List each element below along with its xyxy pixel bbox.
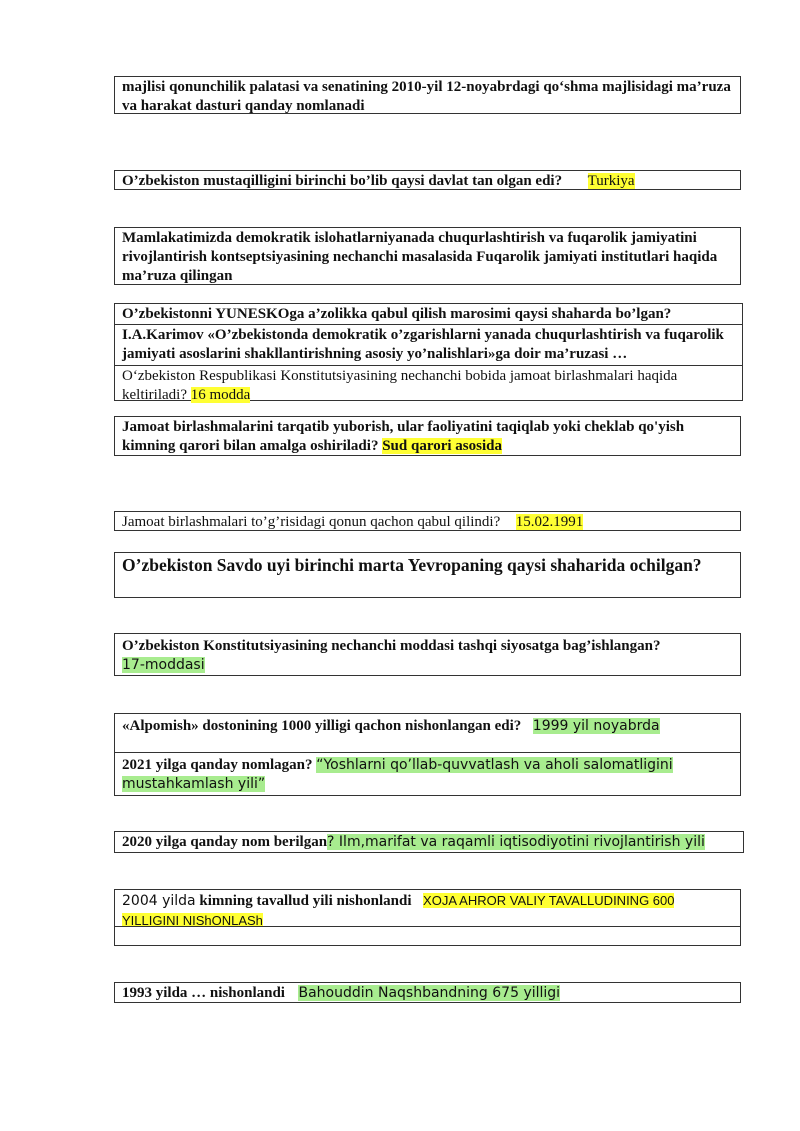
- question-row-3: [115, 365, 742, 406]
- question-box-6: [114, 511, 741, 531]
- question-group-4: [114, 303, 743, 401]
- answer-highlight: 17-moddasi: [122, 657, 205, 673]
- question-box-2: [114, 170, 741, 190]
- question-text: kimning tavallud yili nishonlandi: [199, 893, 412, 909]
- question-text: 1993 yilda … nishonlandi: [122, 985, 285, 1001]
- question-text: O’zbekiston Savdo uyi birinchi marta Yevropaning qaysi shaharida ochilgan?: [122, 555, 702, 575]
- question-box-5: [114, 416, 741, 456]
- question-box-8: [114, 633, 741, 676]
- question-row-2: [115, 752, 740, 795]
- question-box-11: [114, 889, 741, 946]
- question-text: Jamoat birlashmalari to’g’risidagi qonun qachon qabul qilindi?: [122, 514, 501, 530]
- question-text: «Alpomish» dostonining 1000 yilligi qachon nishonlangan edi?: [122, 718, 522, 734]
- question-text: O’zbekiston mustaqilligini birinchi bo’lib qaysi davlat tan olgan edi?: [122, 173, 563, 189]
- question-text: Mamlakatimizda demokratik islohatlarniyanada chuqurlashtirish va fuqarolik jamiyatini rivojlantirish kontseptsiyasining nechanchi masalasida Fuqarolik jamiyati institutlari haqida ma’ruza qilingan: [122, 230, 718, 284]
- question-text: I.A.Karimov «O’zbekistonda demokratik o’zgarishlarni yanada chuqurlashtirish va fuqarolik jamiyati asoslarini shakllantirishning asosiy yo’nalishlari»ga doir ma’ruzasi …: [122, 327, 724, 362]
- answer-highlight: Turkiya: [587, 173, 635, 189]
- question-text: O’zbekistonni YUNESKOga a’zolikka qabul qilish marosimi qaysi shaharda bo’lgan?: [122, 306, 672, 322]
- answer-highlight: Sud qarori asosida: [382, 438, 502, 454]
- answer-highlight: “Yoshlarni qo’llab-quvvatlash va aholi salomatligini mustahkamlash yili”: [122, 757, 673, 792]
- answer-highlight: ? Ilm,marifat va raqamli iqtisodiyotini rivojlantirish yili: [327, 834, 705, 850]
- answer-highlight: 1999 yil noyabrda: [532, 718, 660, 734]
- question-group-9: [114, 713, 741, 796]
- question-row-1: [115, 890, 740, 926]
- answer-highlight: 15.02.1991: [515, 514, 584, 530]
- question-text: 2021 yilga qanday nomlagan?: [122, 757, 313, 773]
- question-box-12: [114, 982, 741, 1003]
- question-box-10: [114, 831, 744, 853]
- answer-highlight: 16 modda: [190, 387, 251, 403]
- question-text: Jamoat birlashmalarini tarqatib yuborish, ular faoliyatini taqiqlab yoki cheklab qo'yish kimning qarori bilan amalga oshiriladi?: [122, 419, 685, 454]
- question-text: 2020 yilga qanday nom berilgan: [122, 834, 328, 850]
- question-year: 2004 yilda: [122, 893, 196, 909]
- question-text: O‘zbekiston Respublikasi Konstitutsiyasining nechanchi bobida jamoat birlashmalari haqida keltiriladi?: [122, 368, 678, 403]
- question-box-7: [114, 552, 741, 598]
- question-row-1: [122, 305, 735, 324]
- answer-highlight: Bahouddin Naqshbandning 675 yilligi: [298, 985, 561, 1001]
- empty-row: [115, 926, 740, 946]
- question-text: O’zbekiston Konstitutsiyasining nechanchi moddasi tashqi siyosatga bag’ishlangan?: [122, 638, 661, 654]
- question-row-1: [122, 715, 733, 752]
- question-row-2: [115, 324, 742, 365]
- question-box-3: [114, 227, 741, 285]
- question-box-1: [114, 76, 741, 114]
- answer-highlight: XOJA AHROR VALIY TAVALLUDINING 600 YILLIGINI NIShONLASh: [122, 893, 675, 926]
- question-text: majlisi qonunchilik palatasi va senatining 2010-yil 12-noyabrdagi qo‘shma majlisidagi ma’ruza va harakat dasturi qanday nomlanadi: [122, 79, 731, 114]
